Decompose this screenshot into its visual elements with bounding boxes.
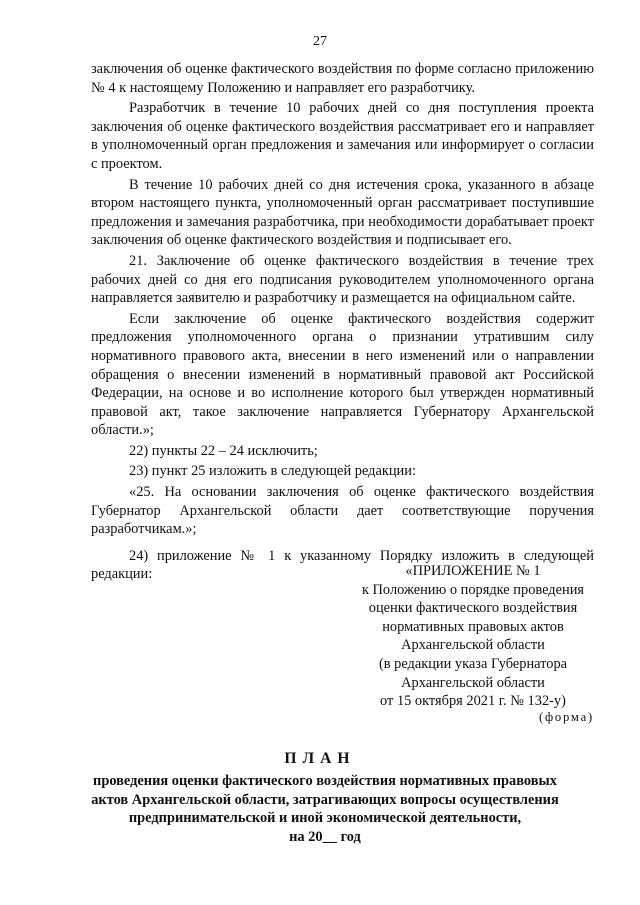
appendix-line: (в редакции указа Губернатора — [378, 655, 568, 672]
paragraph: Если заключение об оценке фактического воздействия содержит предложения уполномоченного органа о признании утратившим силу нормативного правового акта, внесении в него изменений или о направлении обращения о внесении изменений в нормативный правовой акт Российской Федерации, на основе и во исполнение которого был утвержден нормативный правовой акт, такое заключение направляется Губернатору Архангельской области.»; — [91, 310, 594, 439]
paragraph: заключения об оценке фактического воздействия по форме согласно приложению № 4 к настоящему Положению и направляет его разработчику. — [91, 61, 594, 96]
paragraph: «25. На основании заключения об оценке фактического воздействия Губернатор Архангельской области дает соответствующие поручения разработчикам.»; — [91, 484, 594, 538]
paragraph: 23) пункт 25 изложить в следующей редакции: — [129, 463, 416, 480]
appendix-line: «ПРИЛОЖЕНИЕ № 1 — [405, 563, 541, 579]
appendix-line: от 15 октября 2021 г. № 132-у) — [380, 693, 566, 710]
appendix-line: Архангельской области — [401, 674, 545, 691]
plan-subtitle-line: предпринимательской и иной экономической деятельности, — [128, 810, 522, 827]
appendix-header — [345, 562, 601, 711]
appendix-line: Архангельской области — [401, 637, 545, 654]
form-label: (форма) — [538, 710, 594, 724]
plan-subtitle — [70, 772, 580, 846]
plan-title: ПЛАН — [284, 750, 356, 767]
appendix-line: к Положению о порядке проведения — [361, 581, 585, 598]
paragraph: В течение 10 рабочих дней со дня истечения срока, указанного в абзаце втором настоящего пункта, уполномоченный орган рассматривает поступившие предложения и замечания разработчика, при необходимости дорабатывает проект заключения об оценке фактического воздействия и подписывает его. — [91, 176, 594, 249]
paragraph: 22) пункты 22 – 24 исключить; — [129, 442, 318, 459]
paragraph: 24) приложение № 1 к указанному Порядку изложить в следующей редакции: — [91, 547, 594, 583]
page-number: 27 — [313, 34, 327, 49]
paragraph: 21. Заключение об оценке фактического воздействия в течение трех рабочих дней со дня его подписания руководителем уполномоченного органа направляется заявителю и разработчику и размещается на официальном сайте. — [91, 252, 594, 307]
paragraph: Разработчик в течение 10 рабочих дней со дня поступления проекта заключения об оценке фактического воздействия рассматривает его и направляет в уполномоченный орган предложения и замечания или информирует о согласии с проектом. — [91, 100, 594, 172]
plan-subtitle-line: на 20__ год — [289, 828, 361, 845]
appendix-line: нормативных правовых актов — [382, 618, 564, 635]
plan-subtitle-line: актов Архангельской области, затрагивающих вопросы осуществления — [91, 791, 559, 808]
plan-subtitle-line: проведения оценки фактического воздействия нормативных правовых — [93, 773, 557, 789]
appendix-line: оценки фактического воздействия — [368, 600, 578, 617]
paragraph-spacer — [91, 539, 594, 547]
document-body — [91, 60, 594, 584]
